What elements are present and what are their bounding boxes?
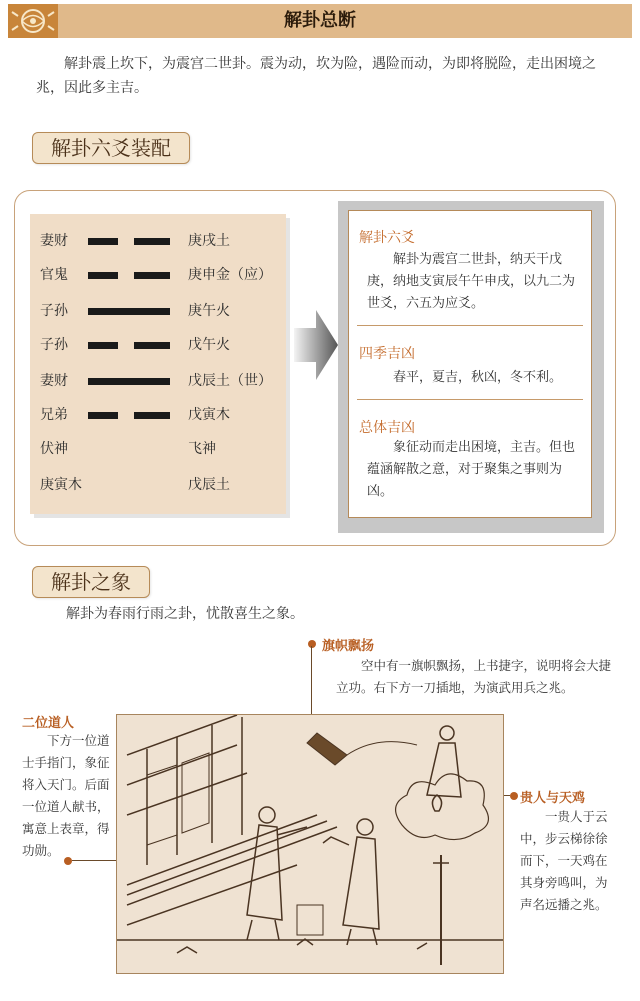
flying-spirit-value: 戊辰土 bbox=[188, 477, 230, 493]
divider bbox=[357, 399, 583, 400]
info-panel bbox=[348, 210, 592, 518]
info-heading: 四季吉凶 bbox=[359, 346, 415, 362]
yao-row bbox=[30, 260, 286, 288]
info-heading: 总体吉凶 bbox=[359, 420, 415, 436]
annotation-title-noble: 贵人与天鸡 bbox=[520, 791, 586, 806]
yang-line bbox=[88, 308, 170, 315]
yin-line-left bbox=[88, 272, 118, 279]
yao-ganzhi: 戊寅木 bbox=[188, 407, 230, 423]
imagery-section-title: 解卦之象 bbox=[32, 566, 150, 598]
info-text: 春平，夏吉，秋凶，冬不利。 bbox=[393, 370, 563, 385]
yao-panel bbox=[30, 214, 286, 514]
annotation-dot bbox=[308, 640, 316, 648]
yao-ganzhi: 庚午火 bbox=[188, 303, 230, 319]
yin-line-left bbox=[88, 412, 118, 419]
yao-relation: 妻财 bbox=[40, 233, 68, 249]
yao-ganzhi: 戊辰土（世） bbox=[188, 373, 272, 389]
yao-row bbox=[30, 330, 286, 358]
summary-paragraph: 解卦震上坎下，为震宫二世卦。震为动，坎为险，遇险而动，为即将脱险，走出困境之兆，因此多主吉。 bbox=[36, 56, 596, 96]
yao-relation: 兄弟 bbox=[40, 407, 68, 423]
woodcut-scene-image bbox=[117, 715, 503, 973]
annotation-text-noble: 一贵人于云中，步云梯徐徐而下，一天鸡在其身旁鸣叫，为声名远播之兆。 bbox=[520, 809, 608, 912]
yin-line-left bbox=[88, 238, 118, 245]
divider bbox=[357, 325, 583, 326]
yao-relation: 官鬼 bbox=[40, 267, 68, 283]
yao-row bbox=[30, 366, 286, 394]
yao-ganzhi: 戊午火 bbox=[188, 337, 230, 353]
annotation-title-flag: 旗帜飘扬 bbox=[322, 639, 375, 654]
yin-line-right bbox=[134, 342, 170, 349]
annotation-dot bbox=[510, 792, 518, 800]
info-text: 解卦为震宫二世卦，纳天干戊庚，纳地支寅辰午午申戌，以九二为世爻，六五为应爻。 bbox=[367, 252, 576, 311]
yao-section-title: 解卦六爻装配 bbox=[32, 132, 190, 164]
annotation-text-flag: 空中有一旗帜飘扬，上书捷字，说明将会大捷立功。右下方一刀插地，为演武用兵之兆。 bbox=[336, 658, 612, 695]
imagery-description: 解卦为春雨行雨之卦，忧散喜生之象。 bbox=[66, 606, 304, 622]
annotation-text-taoists: 下方一位道士手指门，象征将入天门。后面一位道人献书，寓意上表章，得功勋。 bbox=[22, 733, 110, 858]
yin-line-right bbox=[134, 272, 170, 279]
info-heading: 解卦六爻 bbox=[359, 230, 415, 246]
yao-relation: 妻财 bbox=[40, 373, 68, 389]
yin-line-left bbox=[88, 342, 118, 349]
yao-relation: 子孙 bbox=[40, 337, 68, 353]
flying-spirit-label: 飞神 bbox=[188, 441, 216, 457]
yao-row bbox=[30, 434, 286, 462]
yang-line bbox=[88, 378, 170, 385]
page-title: 解卦总断 bbox=[284, 10, 356, 31]
arrow-right-icon bbox=[294, 310, 338, 380]
yao-ganzhi: 庚申金（应） bbox=[188, 267, 272, 283]
yao-relation: 子孙 bbox=[40, 303, 68, 319]
annotation-title-taoists: 二位道人 bbox=[22, 716, 75, 731]
yao-ganzhi: 庚戌土 bbox=[188, 233, 230, 249]
yao-row bbox=[30, 470, 286, 498]
woodcut-illustration bbox=[116, 714, 504, 974]
yin-line-right bbox=[134, 238, 170, 245]
yao-row bbox=[30, 296, 286, 324]
hidden-spirit-value: 庚寅木 bbox=[40, 477, 82, 493]
yao-row bbox=[30, 400, 286, 428]
annotation-dot bbox=[64, 857, 72, 865]
yin-line-right bbox=[134, 412, 170, 419]
info-text: 象征动而走出困境，主吉。但也蕴涵解散之意，对于聚集之事则为凶。 bbox=[367, 440, 576, 499]
yao-row bbox=[30, 226, 286, 254]
hidden-spirit-label: 伏神 bbox=[40, 441, 68, 457]
